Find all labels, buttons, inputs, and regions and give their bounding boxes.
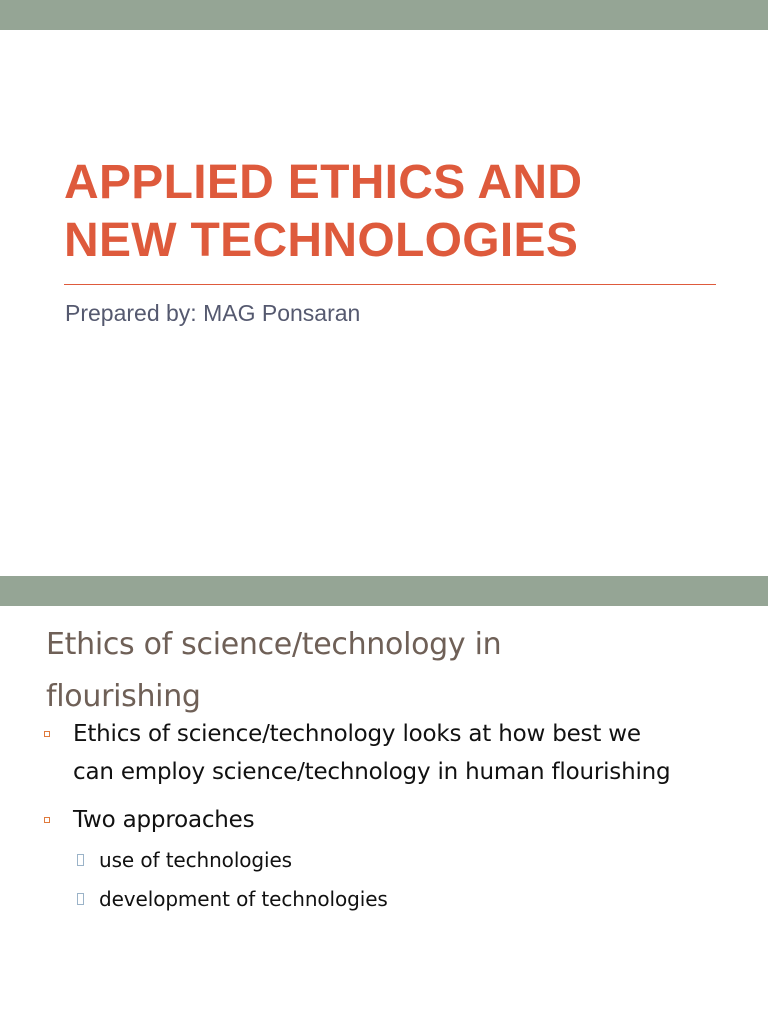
slide-top-bar — [0, 0, 768, 30]
slide-subtitle: Prepared by: MAG Ponsaran — [65, 300, 361, 326]
hollow-square-icon — [44, 817, 50, 823]
hollow-rectangle-icon — [77, 893, 84, 905]
bullet-item — [0, 715, 768, 791]
slide-title — [64, 154, 724, 270]
content-slide-heading — [46, 619, 726, 723]
bullet-text: Ethics of science/technology looks at how best we — [73, 721, 641, 747]
title-line: APPLIED ETHICS AND — [64, 156, 583, 209]
bullet-list — [0, 715, 768, 929]
heading-line: flourishing — [46, 679, 201, 714]
title-line: NEW TECHNOLOGIES — [64, 214, 579, 267]
sub-bullet-text: use of technologies — [99, 848, 292, 872]
bullet-item — [0, 801, 768, 919]
sub-bullet-list — [73, 841, 768, 919]
sub-bullet-text: development of technologies — [99, 887, 388, 911]
title-divider — [64, 284, 716, 285]
slide-top-bar — [0, 576, 768, 606]
sub-bullet-item — [0, 841, 768, 880]
sub-bullet-item — [0, 880, 768, 919]
bullet-text: can employ science/technology in human flourishing — [73, 759, 671, 785]
bullet-text: Two approaches — [73, 807, 255, 833]
heading-line: Ethics of science/technology in — [46, 627, 502, 662]
hollow-square-icon — [44, 731, 50, 737]
hollow-rectangle-icon — [77, 854, 84, 866]
